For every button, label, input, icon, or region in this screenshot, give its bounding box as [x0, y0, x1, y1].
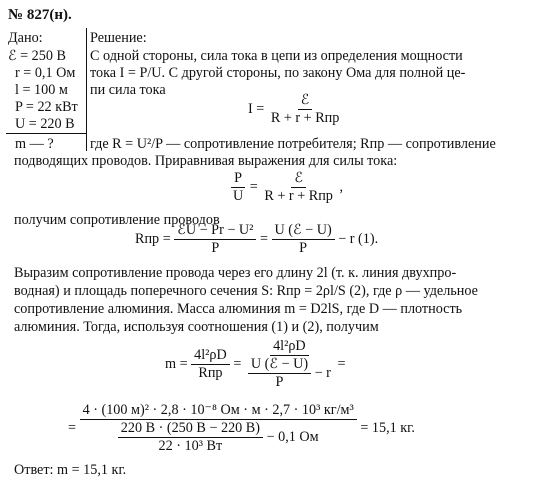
- eq-sign: =: [337, 355, 346, 372]
- fraction-denominator: Rпр: [198, 365, 223, 382]
- fraction: [191, 347, 230, 382]
- fraction-denominator: R + r + Rпр: [264, 188, 333, 205]
- fraction: [268, 92, 343, 127]
- solution-text-line: получим сопротивление проводов: [14, 212, 220, 228]
- given-column-border: [86, 28, 87, 151]
- fraction-denominator: R + r + Rпр: [270, 110, 340, 127]
- fraction-denominator: P: [211, 240, 220, 257]
- fraction-numerator: U (ℰ − U): [272, 222, 335, 240]
- fraction-numerator: ℰ: [298, 92, 313, 110]
- fraction-denominator: U: [233, 188, 244, 205]
- inner-numerator: U (ℰ − U): [248, 356, 311, 374]
- fraction-numerator: 4l²ρD: [270, 338, 309, 356]
- given-title: Дано:: [8, 30, 43, 46]
- equation-current-equality: [230, 170, 343, 205]
- equation-mass: [165, 338, 345, 391]
- solution-text-line: где R = U²/P — сопротивление потребителя; Rпр — сопротивление: [90, 136, 496, 152]
- solution-text-line: алюминия. Тогда, используя соотношения (1) и (2), получим: [14, 319, 379, 335]
- inner-fraction: [248, 356, 311, 391]
- inner-fraction: [118, 420, 263, 455]
- inner-numerator: 220 В · (250 В − 220 В): [118, 420, 263, 438]
- fraction-denominator: [245, 356, 334, 391]
- solution-text-line: тока I = P/U. С другой стороны, по закону Ома для полной це-: [90, 65, 466, 81]
- fraction: [261, 170, 336, 205]
- eq-sign: =: [249, 178, 258, 195]
- compound-fraction: [245, 338, 334, 391]
- solution-text-line: пи сила тока: [90, 82, 166, 98]
- solution-text-line: С одной стороны, сила тока в цепи из определения мощности: [90, 48, 463, 64]
- given-emf: ℰ = 250 В: [8, 48, 66, 64]
- equation-ohm-law: [248, 92, 342, 127]
- given-power: P = 22 кВт: [15, 99, 78, 115]
- fraction-numerator: ℰU − Pr − U²: [174, 222, 256, 240]
- fraction: [174, 222, 256, 257]
- given-length: l = 100 м: [15, 82, 68, 98]
- inner-denominator: 22 · 10³ Вт: [158, 438, 223, 455]
- result: = 15,1 кг.: [360, 419, 415, 436]
- given-resistance: r = 0,1 Ом: [15, 65, 76, 81]
- fraction-numerator: ℰ: [291, 170, 306, 188]
- solution-text-line: сопротивление алюминия. Масса алюминия m = D2lS, где D — плотность: [14, 301, 463, 317]
- equation-wire-resistance: [135, 222, 378, 257]
- compound-fraction: [80, 402, 357, 455]
- inner-denominator: P: [275, 374, 284, 391]
- inner-tail: − 0,1 Ом: [266, 428, 319, 445]
- eq-lhs: Rпр =: [135, 230, 171, 247]
- problem-number: № 827(н).: [8, 7, 72, 23]
- eq-sign: =: [259, 230, 268, 247]
- fraction-numerator: 4 · (100 м)² · 2,8 · 10⁻⁸ Ом · м · 2,7 · 10³ кг/м³: [80, 402, 357, 420]
- eq-lhs: m =: [165, 355, 188, 372]
- solution-text-line: Выразим сопротивление провода через его длину 2l (т. к. линия двухпро-: [14, 265, 457, 281]
- eq-sign: =: [68, 419, 77, 436]
- given-divider: [6, 133, 86, 134]
- solution-text-line: подводящих проводов. Приравнивая выражения для силы тока:: [14, 153, 398, 169]
- answer: Ответ: m = 15,1 кг.: [14, 462, 127, 478]
- fraction-numerator: 4l²ρD: [191, 347, 230, 365]
- given-voltage: U = 220 B: [15, 116, 75, 132]
- inner-tail: − r: [314, 364, 331, 381]
- eq-sign: =: [233, 355, 242, 372]
- fraction-denominator: [115, 420, 322, 455]
- solution-text-line: водная) и площадь поперечного сечения S: Rпр = 2ρl/S (2), где ρ — удельное: [14, 283, 478, 299]
- fraction-numerator: P: [231, 170, 245, 188]
- find-value: m — ?: [15, 136, 54, 152]
- equation-numeric: [68, 402, 415, 455]
- eq-lhs: I =: [248, 100, 265, 117]
- fraction: [230, 170, 246, 205]
- eq-tail: − r (1).: [338, 230, 379, 247]
- solution-title: Решение:: [90, 30, 147, 46]
- eq-tail: ,: [339, 178, 343, 195]
- fraction-denominator: P: [299, 240, 308, 257]
- fraction: [272, 222, 335, 257]
